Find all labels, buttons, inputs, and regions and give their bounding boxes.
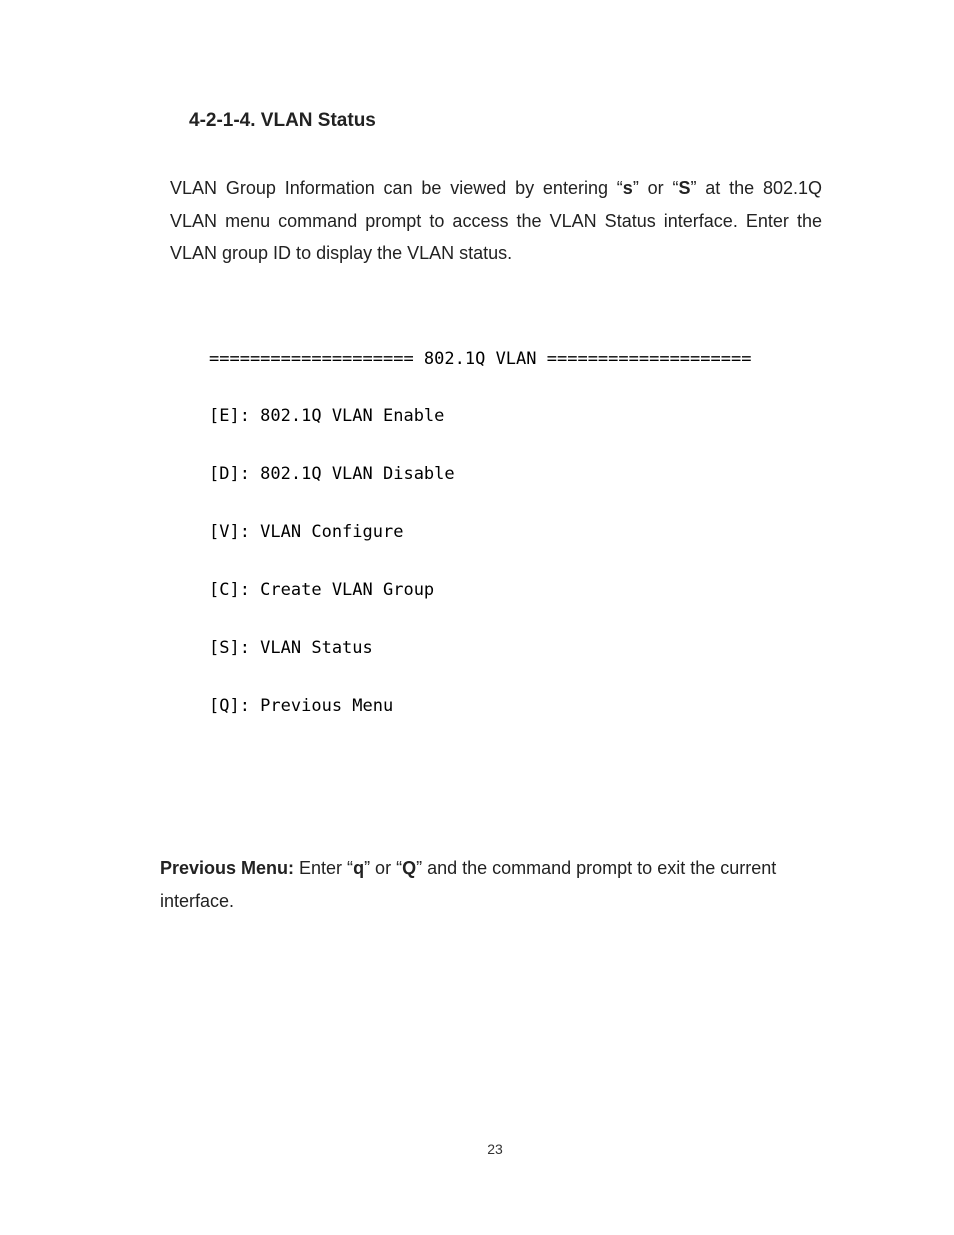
previous-menu-label: Previous Menu: <box>160 858 295 878</box>
intro-text-2: ” or “ <box>632 178 679 198</box>
previous-menu-text-1: Enter “ <box>294 858 354 878</box>
terminal-line: [S]: VLAN Status <box>209 638 373 659</box>
terminal-line: [V]: VLAN Configure <box>209 522 404 543</box>
previous-menu-text-2: ” or “ <box>364 858 403 878</box>
previous-menu-key-upper: Q <box>402 858 417 878</box>
previous-menu-key-lower: q <box>353 858 365 878</box>
intro-key-lower: s <box>622 178 633 198</box>
terminal-line: ==================== 802.1Q VLAN ==================== <box>209 348 752 369</box>
intro-text-1: VLAN Group Information can be viewed by entering “ <box>170 178 623 198</box>
page-number: 23 <box>487 1141 503 1157</box>
section-heading: 4-2-1-4. VLAN Status <box>189 110 376 131</box>
terminal-line: [D]: 802.1Q VLAN Disable <box>209 464 455 485</box>
terminal-line: [Q]: Previous Menu <box>209 695 394 716</box>
intro-paragraph <box>170 172 822 270</box>
intro-text-3: ” at the 802.1Q VLAN menu command prompt to access the VLAN Status interface. Enter the VLAN group ID to display the VLAN status. <box>170 178 823 263</box>
intro-key-upper: S <box>678 178 691 198</box>
terminal-screenshot <box>209 311 774 763</box>
terminal-line: [C]: Create VLAN Group <box>209 580 435 601</box>
terminal-line: [E]: 802.1Q VLAN Enable <box>209 406 445 427</box>
previous-menu-paragraph <box>160 852 820 918</box>
previous-menu-text-3: ” and the command prompt to exit the current interface. <box>160 858 777 911</box>
terminal-line <box>209 755 774 763</box>
